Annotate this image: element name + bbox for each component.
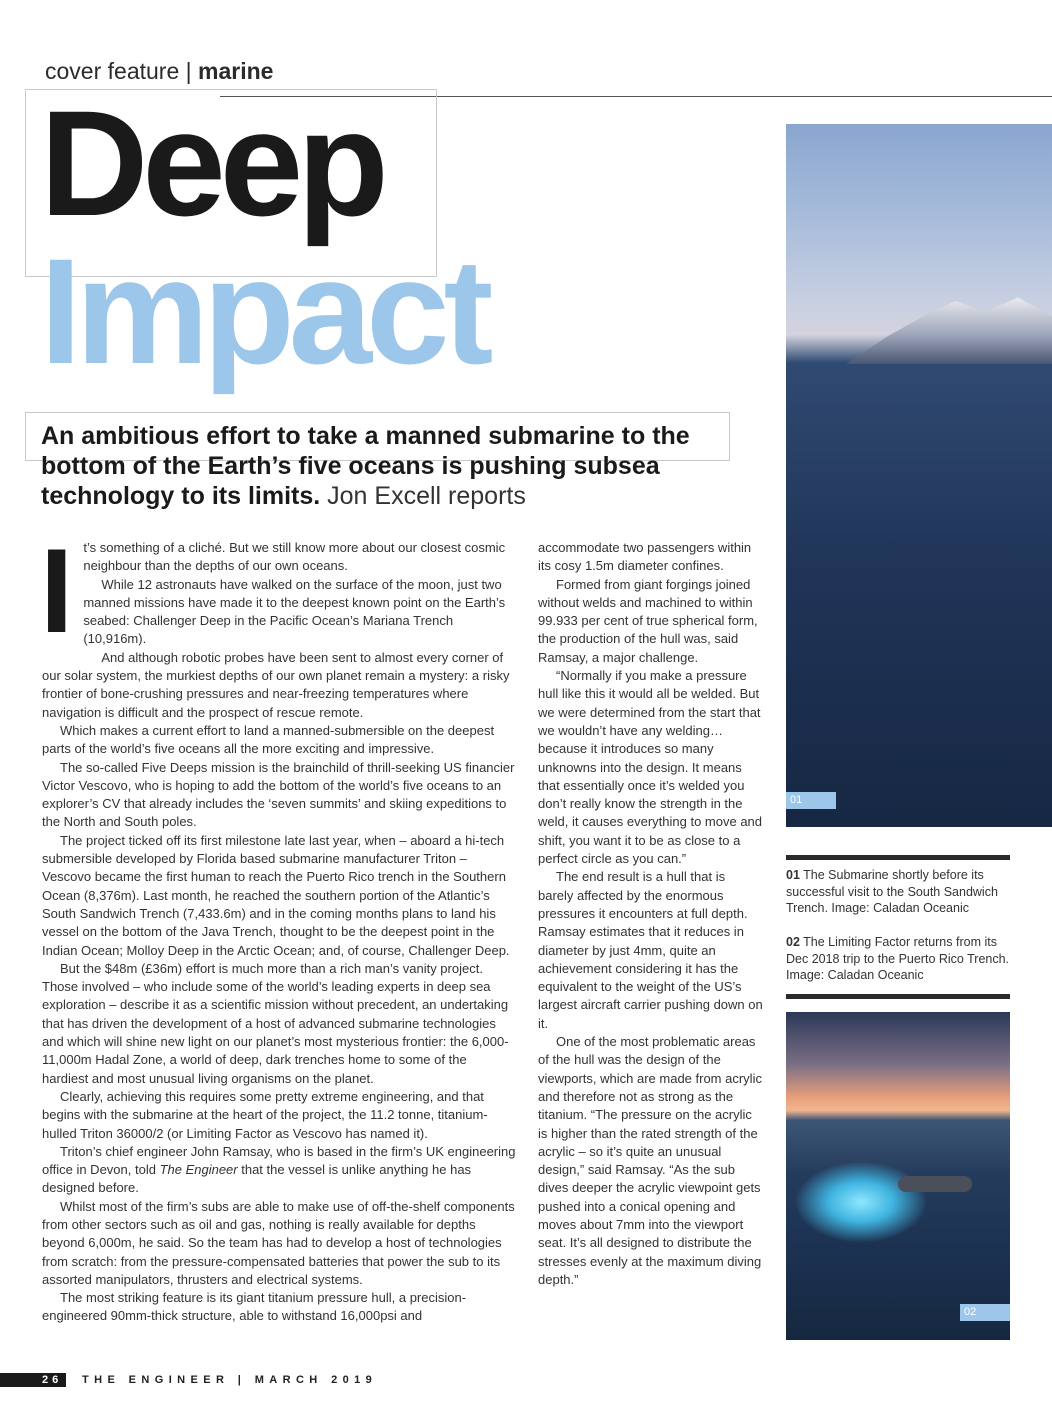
- paragraph: [42, 1143, 516, 1198]
- caption-01: [786, 867, 1014, 917]
- paragraph: Whilst most of the firm’s subs are able to make use of off-the-shelf components from other sectors such as oil and gas, nothing is really available for depths beyond 6,000m, he said. So the team has had to develop a host of technologies from scratch: from the pressure-compensated batteries that power the sub to its assorted manipulators, thrusters and electrical systems.: [42, 1198, 515, 1287]
- caption-02-number: 02: [786, 935, 800, 949]
- mountain-shape: [846, 294, 1052, 364]
- caption-01-number: 01: [786, 868, 800, 882]
- subsection-name: marine: [198, 58, 274, 84]
- paragraph: Which makes a current effort to land a manned-submersible on the deepest parts of the world’s five oceans all the more exciting and impressive.: [42, 722, 495, 757]
- paragraph: But the $48m (£36m) effort is much more than a rich man’s vanity project. Those involved – who include some of the world’s leading experts in deep sea exploration – describe it as a scientific mission without precedent, an undertaking that has driven the development of a host of advanced submarine technologies and which will shine new light on our planet’s most mysterious frontier: the 6,000-11,000m Hadal Zone, a world of deep, dark trenches home to some of the hardiest and most unusual living organisms on the planet.: [42, 960, 509, 1086]
- submarine-light-glow: [796, 1162, 926, 1242]
- caption-01-text: The Submarine shortly before its successful visit to the South Sandwich Trench. Image: Caladan Oceanic: [786, 868, 998, 915]
- paragraph: Formed from giant forgings joined without welds and machined to within 99.933 per cent of true spherical form, the production of the hull was, said Ramsay, a major challenge.: [538, 576, 758, 665]
- section-name: cover feature |: [45, 58, 192, 84]
- support-boat: [898, 1176, 972, 1192]
- article-column-1: [40, 524, 516, 1326]
- paragraph: The end result is a hull that is barely affected by the enormous pressures it encounters at full depth. Ramsay estimates that it reduces in diameter by just 4mm, quite an achievement considering it has the equivalent to the weight of the US’s largest aircraft carrier pushing down on it.: [538, 869, 763, 1031]
- paragraph: “Normally if you make a pressure hull like this it would all be welded. But we were determined from the start that we wouldn’t have any welding… because it introduces so many unknowns into the design. It means that essentially once it’s welded you don’t really know the strength in the weld, it causes everything to move and shift, you want it to be as close to a perfect circle as you can.”: [538, 668, 763, 867]
- paragraph: Clearly, achieving this requires some pretty extreme engineering, and that begins with the submarine at the heart of the project, the 11.2 tonne, titanium-hulled Triton 36000/2 (or Limiting Factor as Vescovo has named it).: [42, 1088, 488, 1141]
- page-number: 26: [42, 1374, 63, 1386]
- ramsay-text: Triton’s chief engineer John Ramsay, who is based in the firm’s UK engineering office in Devon, told: [42, 1143, 516, 1178]
- photo-submarine-dusk: [786, 1012, 1010, 1340]
- article-column-2: [538, 539, 764, 1289]
- headline-deep: Deep: [40, 79, 383, 247]
- standfirst-text: An ambitious effort to take a manned submarine to the bottom of the Earth’s five oceans is pushing subsea technology to its limits.: [41, 422, 690, 510]
- photo-ocean-mountains: [786, 124, 1052, 827]
- footer-publication: THE ENGINEER | MARCH 2019: [82, 1374, 378, 1386]
- paragraph: And although robotic probes have been sent to almost every corner of our solar system, the murkiest depths of our own planet remain a mystery: a risky frontier of bone-crushing pressures and near-freezing temperatures where navigation is difficult and the prospect of rescue remote.: [42, 649, 510, 720]
- image-tag-01: 01: [786, 792, 836, 809]
- caption-rule-top: [786, 855, 1010, 860]
- drop-cap: I: [40, 524, 74, 658]
- paragraph: t’s something of a cliché. But we still know more about our closest cosmic neighbour than the depths of our own oceans.: [83, 540, 506, 574]
- paragraph: One of the most problematic areas of the hull was the design of the viewports, which are made from acrylic and therefore not as strong as the titanium. “The pressure on the acrylic is higher than the rated strength of the acrylic – so it’s quite an unusual design,” said Ramsay. “As the sub dives deeper the acrylic viewpoint gets pushed into a conical opening and moves about 7mm into the viewport seat. It’s all designed to distribute the stresses evenly at the maximum diving depth.”: [538, 1034, 762, 1287]
- headline-impact: Impact: [40, 227, 488, 395]
- caption-02-text: The Limiting Factor returns from its Dec 2018 trip to the Puerto Rico Trench. Image: Caladan Oceanic: [786, 935, 1010, 982]
- paragraph: While 12 astronauts have walked on the surface of the moon, just two manned missions have made it to the deepest known point on the Earth’s seabed: Challenger Deep in the Pacific Ocean’s Mariana Trench (10,916m).: [83, 576, 506, 647]
- caption-02: [786, 934, 1014, 984]
- standfirst: [41, 421, 741, 511]
- paragraph: accommodate two passengers within its cosy 1.5m diameter confines.: [538, 540, 752, 574]
- image-tag-02: 02: [960, 1304, 1010, 1321]
- paragraph: The so-called Five Deeps mission is the brainchild of thrill-seeking US financier Victor Vescovo, who is hoping to add the bottom of the world’s five oceans to an explorer’s CV that already includes the ‘seven summits’ and skiing expeditions to the North and South poles.: [42, 759, 515, 830]
- paragraph: The most striking feature is its giant titanium pressure hull, a precision-engineered 90mm-thick structure, able to withstand 16,000psi and: [42, 1290, 467, 1324]
- caption-rule-bottom: [786, 994, 1010, 999]
- byline: Jon Excell reports: [327, 482, 526, 510]
- publication-name: The Engineer: [159, 1162, 238, 1178]
- ramsay-text-end: that the vessel is unlike anything he has designed before.: [42, 1162, 472, 1196]
- paragraph: The project ticked off its first milestone late last year, when – aboard a hi-tech submersible developed by Florida based submarine manufacturer Triton – Vescovo became the first human to reach the Puerto Rico trench in the Southern Ocean (8,376m). Last month, he reached the southern portion of the Atlantic’s South Sandwich Trench (7,433.6m) and in the coming months plans to land his vessel on the bottom of the Java Trench, thought to be the deepest point in the Indian Ocean; Molloy Deep in the Arctic Ocean; and, of course, Challenger Deep.: [42, 832, 510, 958]
